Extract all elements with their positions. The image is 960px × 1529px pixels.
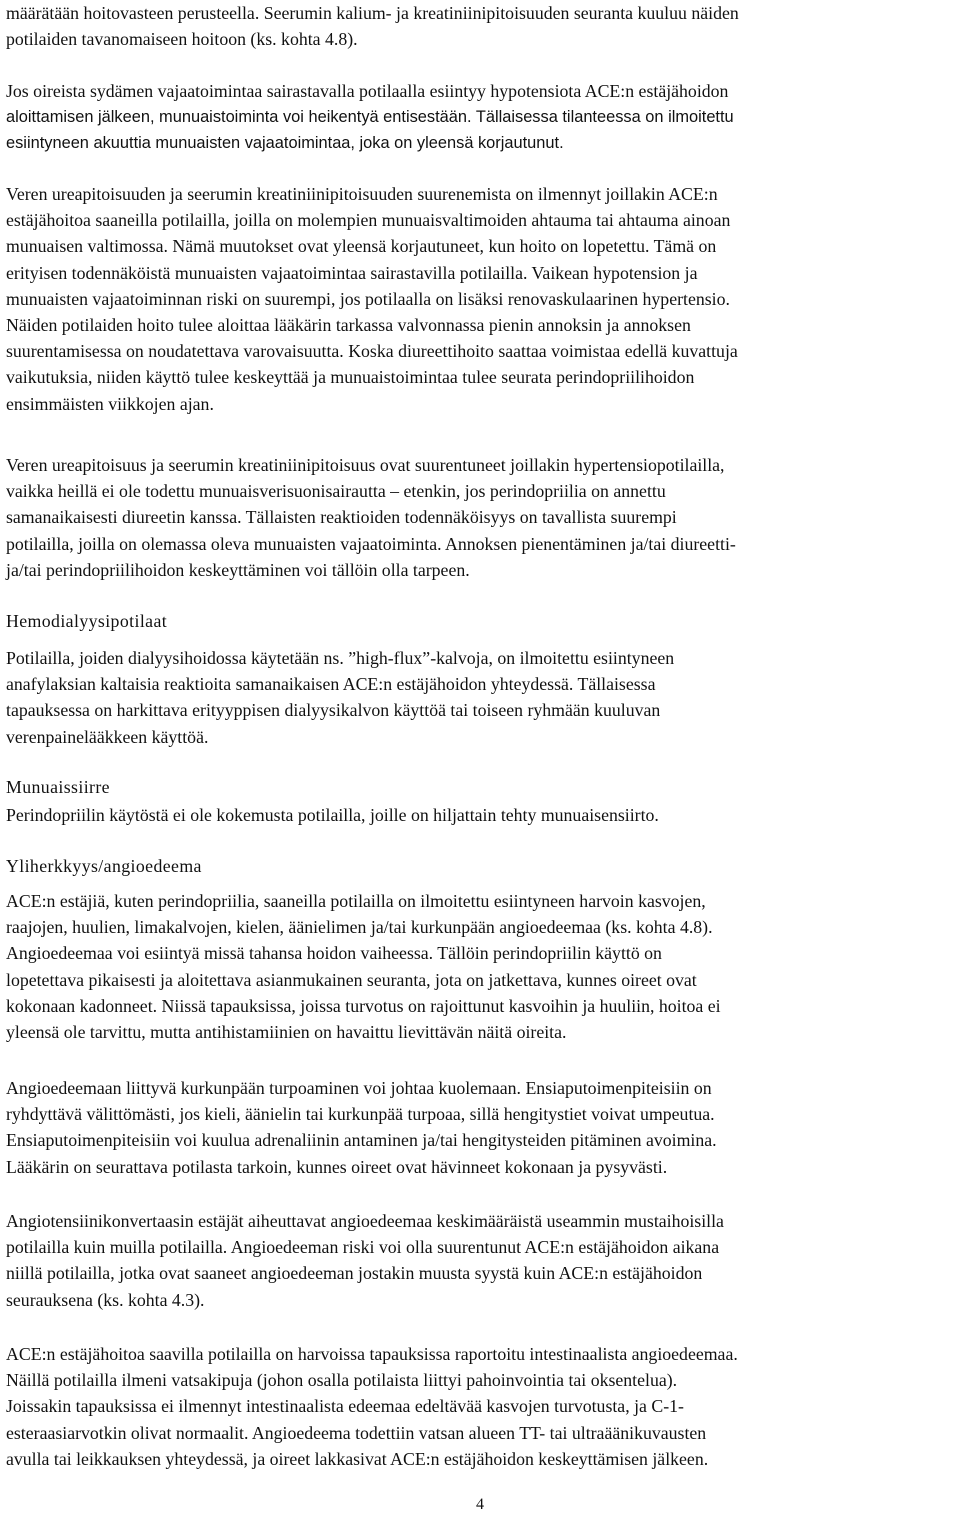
text-line: kokonaan kadonneet. Niissä tapauksissa, joissa turvotus on rajoittunut kasvoihin ja huuliin, hoitoa ei (6, 995, 721, 1016)
text-line: Lääkärin on seurattava potilasta tarkoin, kunnes oireet ovat hävinneet kokonaan ja pysyvästi. (6, 1156, 668, 1177)
paragraph-renal-artery-stenosis (6, 181, 954, 417)
text-line: esteraasiarvotkin olivat normaalit. Angioedeema todettiin vatsan alueen TT- tai ultraäänikuvausten (6, 1422, 707, 1443)
paragraph-angioedema (6, 888, 954, 1045)
paragraph-laryngeal-edema (6, 1075, 954, 1180)
text-line: raajojen, huulien, limakalvojen, kielen, äänielimen ja/tai kurkunpään angioedeemaa (ks. kohta 4.8). (6, 917, 713, 938)
text-line: Veren ureapitoisuuden ja seerumin kreatiniinipitoisuuden suurenemista on ilmennyt joillakin ACE:n (6, 184, 718, 204)
text-line: potilailla, joilla on olemassa oleva munuaisten vajaatoiminta. Annoksen pienentäminen ja/tai diureetti- (6, 533, 736, 554)
text-line: Angioedeemaan liittyvä kurkunpään turpoaminen voi johtaa kuolemaan. Ensiaputoimenpiteisiin on (6, 1078, 712, 1098)
text-line: estäjähoitoa saaneilla potilailla, joilla on molempien munuaisvaltimoiden ahtauma tai ahtauma ainoan (6, 210, 731, 231)
text-line: Perindopriilin käytöstä ei ole kokemusta potilailla, joille on hiljattain tehty munuaisensiirto. (6, 805, 659, 825)
text-line: vaikka heillä ei ole todettu munuaisverisuonisairautta – etenkin, jos perindopriilia on annettu (6, 481, 666, 502)
text-line: ACE:n estäjiä, kuten perindopriilia, saaneilla potilailla on ilmoitettu esiintyneen harvoin kasvojen, (6, 891, 706, 911)
paragraph-black-patients (6, 1208, 954, 1313)
text-line: Näiden potilaiden hoito tulee aloittaa lääkärin tarkassa valvonnassa pienin annoksin ja annoksen (6, 315, 691, 336)
text-line: Angiotensiinikonvertaasin estäjät aiheuttavat angioedeemaa keskimääräistä useammin mustaihoisilla (6, 1211, 724, 1231)
text-line: seurauksena (ks. kohta 4.3). (6, 1289, 205, 1310)
heading-hypersensitivity: Yliherkkyys/angioedeema (6, 856, 202, 876)
paragraph-kidney-transplant (6, 802, 954, 828)
text-line: yleensä ole tarvittu, mutta antihistamiinien on havaittu lievittävän näitä oireita. (6, 1022, 567, 1043)
paragraph-monitoring (6, 0, 954, 52)
text-line: munuaisen valtimossa. Nämä muutokset ovat yleensä korjautuneet, kun hoito on lopetettu. Tämä on (6, 236, 717, 257)
text-line: avulla tai leikkauksen yhteydessä, ja oireet lakkasivat ACE:n estäjähoidon keskeyttämisen jälkeen. (6, 1448, 709, 1469)
text-line: esiintyneen akuuttia munuaisten vajaatoimintaa, joka on yleensä korjautunut. (6, 134, 564, 153)
paragraph-hemodialysis (6, 645, 954, 750)
text-line: lopetettava pikaisesti ja aloitettava asianmukainen seuranta, jota on jatkettava, kunnes oireet ovat (6, 969, 697, 990)
paragraph-heart-failure (6, 78, 954, 157)
text-line: määrätään hoitovasteen perusteella. Seerumin kalium- ja kreatiniinipitoisuuden seuranta kuuluu näiden (6, 3, 739, 23)
text-line: munuaisten vajaatoiminnan riski on suurempi, jos potilaalla on lisäksi renovaskulaarinen hypertensio. (6, 288, 730, 309)
text-line: vaikutuksia, niiden käyttö tulee keskeyttää ja munuaistoimintaa tulee seurata perindopriilihoidon (6, 367, 695, 388)
text-line: Veren ureapitoisuus ja seerumin kreatiniinipitoisuus ovat suurentuneet joillakin hypertensiopotilailla, (6, 455, 725, 475)
text-line: ja/tai perindopriilihoidon keskeyttäminen voi tällöin olla tarpeen. (6, 559, 470, 580)
text-line: verenpainelääkkeen käyttöä. (6, 726, 209, 747)
text-line: Joissakin tapauksissa ei ilmennyt intestinaalista edeemaa edeltävää kasvojen turvotusta, ja C-1- (6, 1396, 684, 1417)
paragraph-hypertension-patients (6, 452, 954, 583)
text-line: Angioedeemaa voi esiintyä missä tahansa hoidon vaiheessa. Tällöin perindopriilin käyttö on (6, 943, 662, 964)
text-line: ensimmäisten viikkojen ajan. (6, 393, 214, 414)
page-number: 4 (476, 1496, 484, 1513)
text-line: niillä potilailla, jotka ovat saaneet angioedeeman jostakin muusta syystä kuin ACE:n estäjähoidon (6, 1263, 703, 1284)
text-line: potilailla kuin muilla potilailla. Angioedeeman riski voi olla suurentunut ACE:n estäjähoidon aikana (6, 1237, 720, 1258)
text-line: ryhdyttävä välittömästi, jos kieli, äänielin tai kurkunpää turpoaa, sillä hengitystiet voivat umpeutua. (6, 1104, 715, 1125)
paragraph-intestinal-angioedema (6, 1341, 954, 1472)
text-line: suurentamisessa on noudatettava varovaisuutta. Koska diureettihoito saattaa voimistaa edellä kuvattuja (6, 341, 738, 362)
text-line: aloittamisen jälkeen, munuaistoiminta voi heikentyä entisestään. Tällaisessa tilanteessa on ilmoitettu (6, 108, 734, 127)
text-line: Potilailla, joiden dialyysihoidossa käytetään ns. ”high-flux”-kalvoja, on ilmoitettu esiintyneen (6, 648, 675, 668)
text-line: Jos oireista sydämen vajaatoimintaa sairastavalla potilaalla esiintyy hypotensiota ACE:n estäjähoidon (6, 81, 729, 101)
text-line: samanaikaisesti diureetin kanssa. Tällaisten reaktioiden todennäköisyys on tavallista suurempi (6, 507, 677, 528)
text-line: Ensiaputoimenpiteisiin voi kuulua adrenaliinin antaminen ja/tai hengitysteiden pitäminen avoimina. (6, 1130, 717, 1151)
text-line: erityisen todennäköistä munuaisten vajaatoimintaa sairastavilla potilailla. Vaikean hypotension ja (6, 262, 698, 283)
heading-hemodialysis: Hemodialyysipotilaat (6, 611, 168, 631)
text-line: tapauksessa on harkittava erityyppisen dialyysikalvon käyttöä tai toiseen ryhmään kuuluvan (6, 700, 661, 721)
text-line: ACE:n estäjähoitoa saavilla potilailla on harvoissa tapauksissa raportoitu intestinaalista angioedeemaa. (6, 1344, 738, 1364)
text-line: Näillä potilailla ilmeni vatsakipuja (johon osalla potilaista liittyi pahoinvointia tai oksentelua). (6, 1370, 678, 1391)
heading-kidney-transplant: Munuaissiirre (6, 777, 110, 797)
text-line: anafylaksian kaltaisia reaktioita samanaikaisen ACE:n estäjähoidon yhteydessä. Tällaisessa (6, 674, 656, 695)
text-line: potilaiden tavanomaiseen hoitoon (ks. kohta 4.8). (6, 29, 358, 50)
